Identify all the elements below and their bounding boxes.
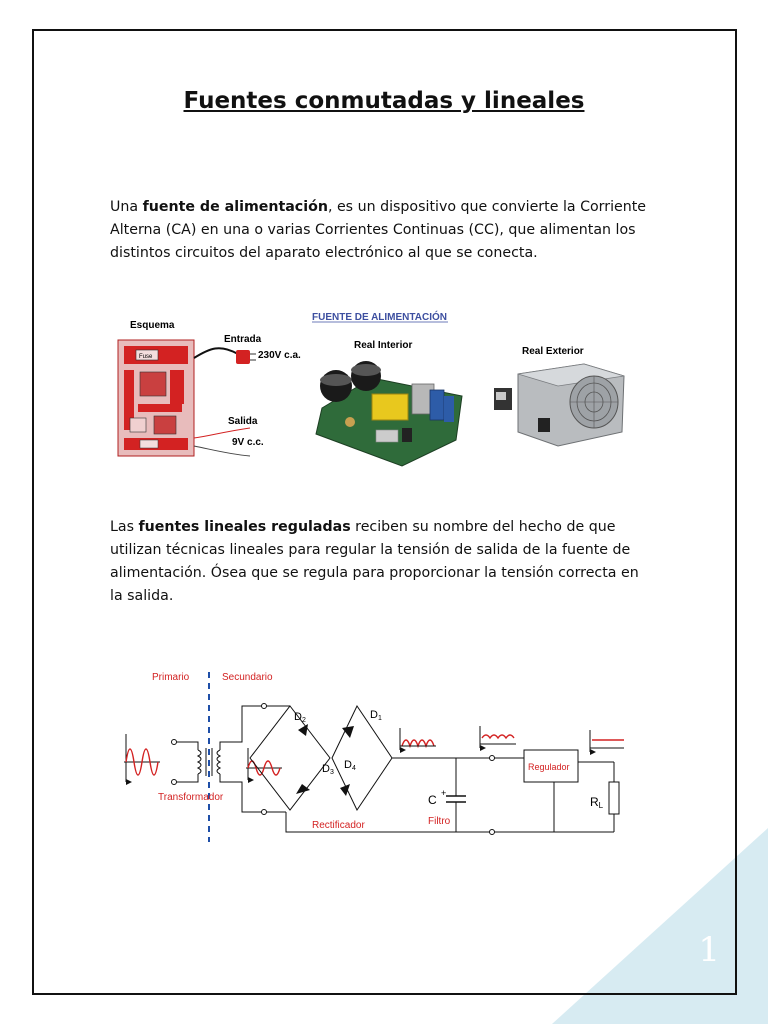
salida-voltage: 9V c.c. xyxy=(232,437,264,448)
page-number: 1 xyxy=(698,930,720,970)
d1-label: D1 xyxy=(370,709,382,722)
secundario-label: Secundario xyxy=(222,672,273,683)
entrada-voltage: 230V c.a. xyxy=(258,350,301,361)
real-exterior-label: Real Exterior xyxy=(522,346,584,357)
filtered-wave xyxy=(482,735,514,738)
pcb-interior-image xyxy=(316,361,462,466)
figure-title: FUENTE DE ALIMENTACIÓN xyxy=(312,312,447,323)
primary-coil xyxy=(198,750,201,774)
schematic-board xyxy=(118,340,194,456)
regulador-label: Regulador xyxy=(528,762,570,772)
real-interior-label: Real Interior xyxy=(354,340,413,351)
page-title: Fuentes conmutadas y lineales xyxy=(183,88,585,114)
psu-exterior-image xyxy=(494,364,624,446)
linear-bold-term: fuentes lineales reguladas xyxy=(138,519,351,535)
intro-paragraph: Una fuente de alimentación, es un dispositivo que convierte la Corriente Alterna (CA) en una o varias Corrientes Continuas (CC), que alimentan los distintos circuitos del aparato electrónico al que se conecta. xyxy=(110,199,647,261)
load-resistor xyxy=(609,782,619,814)
esquema-label: Esquema xyxy=(130,320,175,331)
d4-label: D4 xyxy=(344,759,356,772)
fuse-label: Fuse xyxy=(139,354,153,360)
rectified-wave xyxy=(402,740,434,746)
salida-label: Salida xyxy=(228,416,258,427)
power-supply-figure xyxy=(110,300,650,472)
linear-supply-circuit xyxy=(110,664,650,848)
d3-label: D3 xyxy=(322,763,334,776)
rectificador-label: Rectificador xyxy=(312,820,365,831)
bridge-rectifier xyxy=(250,706,330,810)
capacitor-label: C xyxy=(428,793,437,807)
page-frame xyxy=(32,29,737,995)
d2-label: D2 xyxy=(294,711,306,724)
filtro-label: Filtro xyxy=(428,816,451,827)
primario-label: Primario xyxy=(152,672,190,683)
rl-label: RL xyxy=(590,795,604,810)
transformador-label: Transformador xyxy=(158,792,224,803)
linear-paragraph: Las fuentes lineales reguladas reciben su nombre del hecho de que utilizan técnicas lineales para regular la tensión de salida de la fuente de alimentación. Ósea que se regula para proporcionar la tensión correcta en la salida. xyxy=(110,519,639,604)
entrada-label: Entrada xyxy=(224,334,262,345)
svg-text:+: + xyxy=(441,788,447,798)
plug-icon xyxy=(236,350,250,364)
secondary-coil xyxy=(217,750,220,774)
intro-bold-term: fuente de alimentación xyxy=(142,199,328,215)
